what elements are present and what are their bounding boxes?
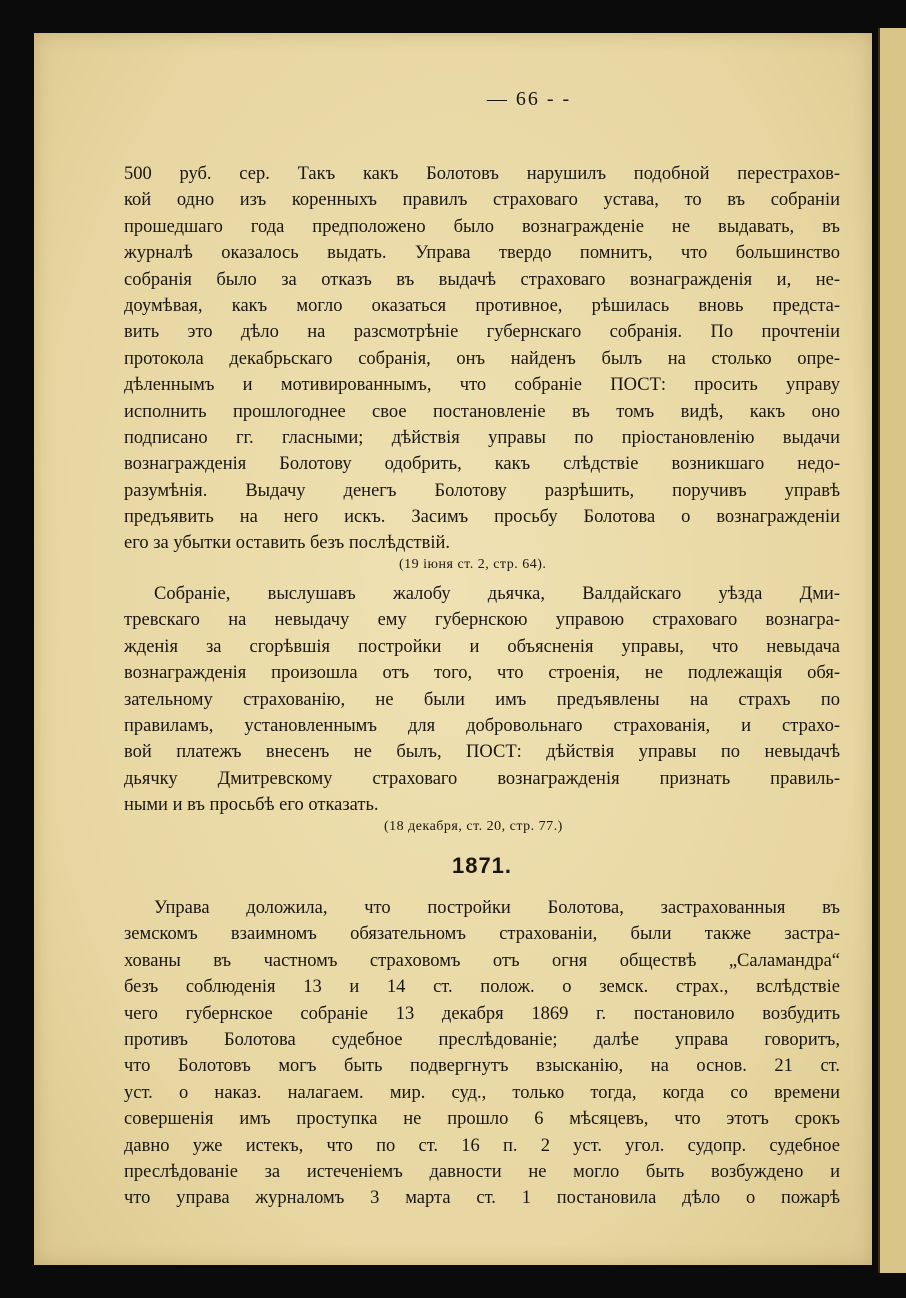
text-line: журналѣ оказалось выдать. Управа твердо помнитъ, что большинство — [124, 243, 840, 264]
text-line: дьячку Дмитревскому страховаго вознагражденія признать правиль- — [124, 768, 840, 789]
text-line: собранія было за отказъ въ выдачѣ страховаго вознагражденія и, не- — [124, 269, 840, 290]
text-line: тревскаго на невыдачу ему губернскою управою страховаго вознагра- — [124, 610, 840, 631]
text-line: земскомъ взаимномъ обязательномъ страхованіи, были также застра- — [124, 924, 840, 945]
text-line: Управа доложила, что постройки Болотова, застрахованныя въ — [154, 898, 840, 918]
text-line: исполнить прошлогоднее свое постановленіе въ томъ видѣ, какъ оно — [124, 401, 840, 422]
text-line: что Болотовъ могъ быть подвергнутъ взысканію, на основ. 21 ст. — [124, 1056, 840, 1077]
text-line: подписано гг. гласными; дѣйствія управы по пріостановленію выдачи — [124, 427, 840, 448]
text-line: жденія за сгорѣвшія постройки и объясненія управы, что невыдача — [124, 636, 840, 657]
citation-1: (19 іюня ст. 2, стр. 64). — [399, 557, 547, 572]
text-line: предъявить на него искъ. Засимъ просьбу Болотова о вознагражденіи — [124, 507, 840, 528]
text-line: уст. о наказ. налагаем. мир. суд., только тогда, когда со времени — [124, 1082, 840, 1103]
text-line: 500 руб. сер. Такъ какъ Болотовъ нарушилъ подобной перестрахов- — [124, 164, 840, 184]
text-line: безъ соблюденія 13 и 14 ст. полож. о земск. страх., вслѣдствіе — [124, 977, 840, 998]
text-line: давно уже истекъ, что по ст. 16 п. 2 уст. угол. судопр. судебное — [124, 1135, 840, 1156]
page-number: — 66 - - — [486, 88, 572, 110]
paragraph-2 — [124, 581, 840, 819]
text-line: правиламъ, установленнымъ для добровольнаго страхованія, и страхо- — [124, 715, 840, 736]
text-line: что управа журналомъ 3 марта ст. 1 постановила дѣло о пожарѣ — [124, 1188, 840, 1209]
text-line: совершенія имъ проступка не прошло 6 мѣсяцевъ, что этотъ срокъ — [124, 1109, 840, 1130]
text-line: дѣленнымъ и мотивированнымъ, что собраніе ПОСТ: просить управу — [124, 375, 840, 396]
year-heading: 1871. — [451, 853, 513, 878]
text-line: вознагражденія произошла отъ того, что строенія, не подлежащія обя- — [124, 663, 840, 684]
adjacent-page-edge — [878, 28, 906, 1273]
text-line: доумѣвая, какъ могло оказаться противное, рѣшилась вновь предста- — [124, 295, 840, 316]
paragraph-3 — [124, 895, 840, 1212]
text-line: вознагражденія Болотову одобрить, какъ слѣдствіе возникшаго недо- — [124, 454, 840, 475]
text-line: чего губернское собраніе 13 декабря 1869 г. постановило возбудить — [124, 1003, 840, 1024]
text-line: зательному страхованію, не были имъ предъявлены на страхъ по — [124, 689, 840, 710]
text-line: вить это дѣло на разсмотрѣніе губернскаго собранія. По прочтеніи — [124, 322, 840, 343]
book-page — [34, 33, 872, 1265]
text-line: преслѣдованіе за истеченіемъ давности не могло быть возбуждено и — [124, 1161, 840, 1182]
text-line: его за убытки оставить безъ послѣдствій. — [124, 533, 451, 554]
text-line: протокола декабрьскаго собранія, онъ найденъ былъ на столько опре- — [124, 348, 840, 369]
citation-2: (18 декабря, ст. 20, стр. 77.) — [384, 819, 563, 834]
text-line: Собраніе, выслушавъ жалобу дьячка, Валдайскаго уѣзда Дми- — [154, 584, 840, 604]
text-line: хованы въ частномъ страховомъ отъ огня обществѣ „Саламандра“ — [124, 950, 840, 971]
text-line: вой платежъ внесенъ не былъ, ПОСТ: дѣйствія управы по невыдачѣ — [124, 742, 840, 763]
text-line: кой одно изъ коренныхъ правилъ страховаго устава, то въ собраніи — [124, 190, 840, 211]
paragraph-1 — [124, 161, 840, 557]
text-line: противъ Болотова судебное преслѣдованіе; далѣе управа говоритъ, — [124, 1029, 840, 1050]
text-line: ными и въ просьбѣ его отказать. — [124, 795, 379, 816]
text-line: прошедшаго года предположено было вознагражденіе не выдавать, въ — [124, 216, 840, 237]
text-line: разумѣнія. Выдачу денегъ Болотову разрѣшить, поручивъ управѣ — [124, 480, 840, 501]
